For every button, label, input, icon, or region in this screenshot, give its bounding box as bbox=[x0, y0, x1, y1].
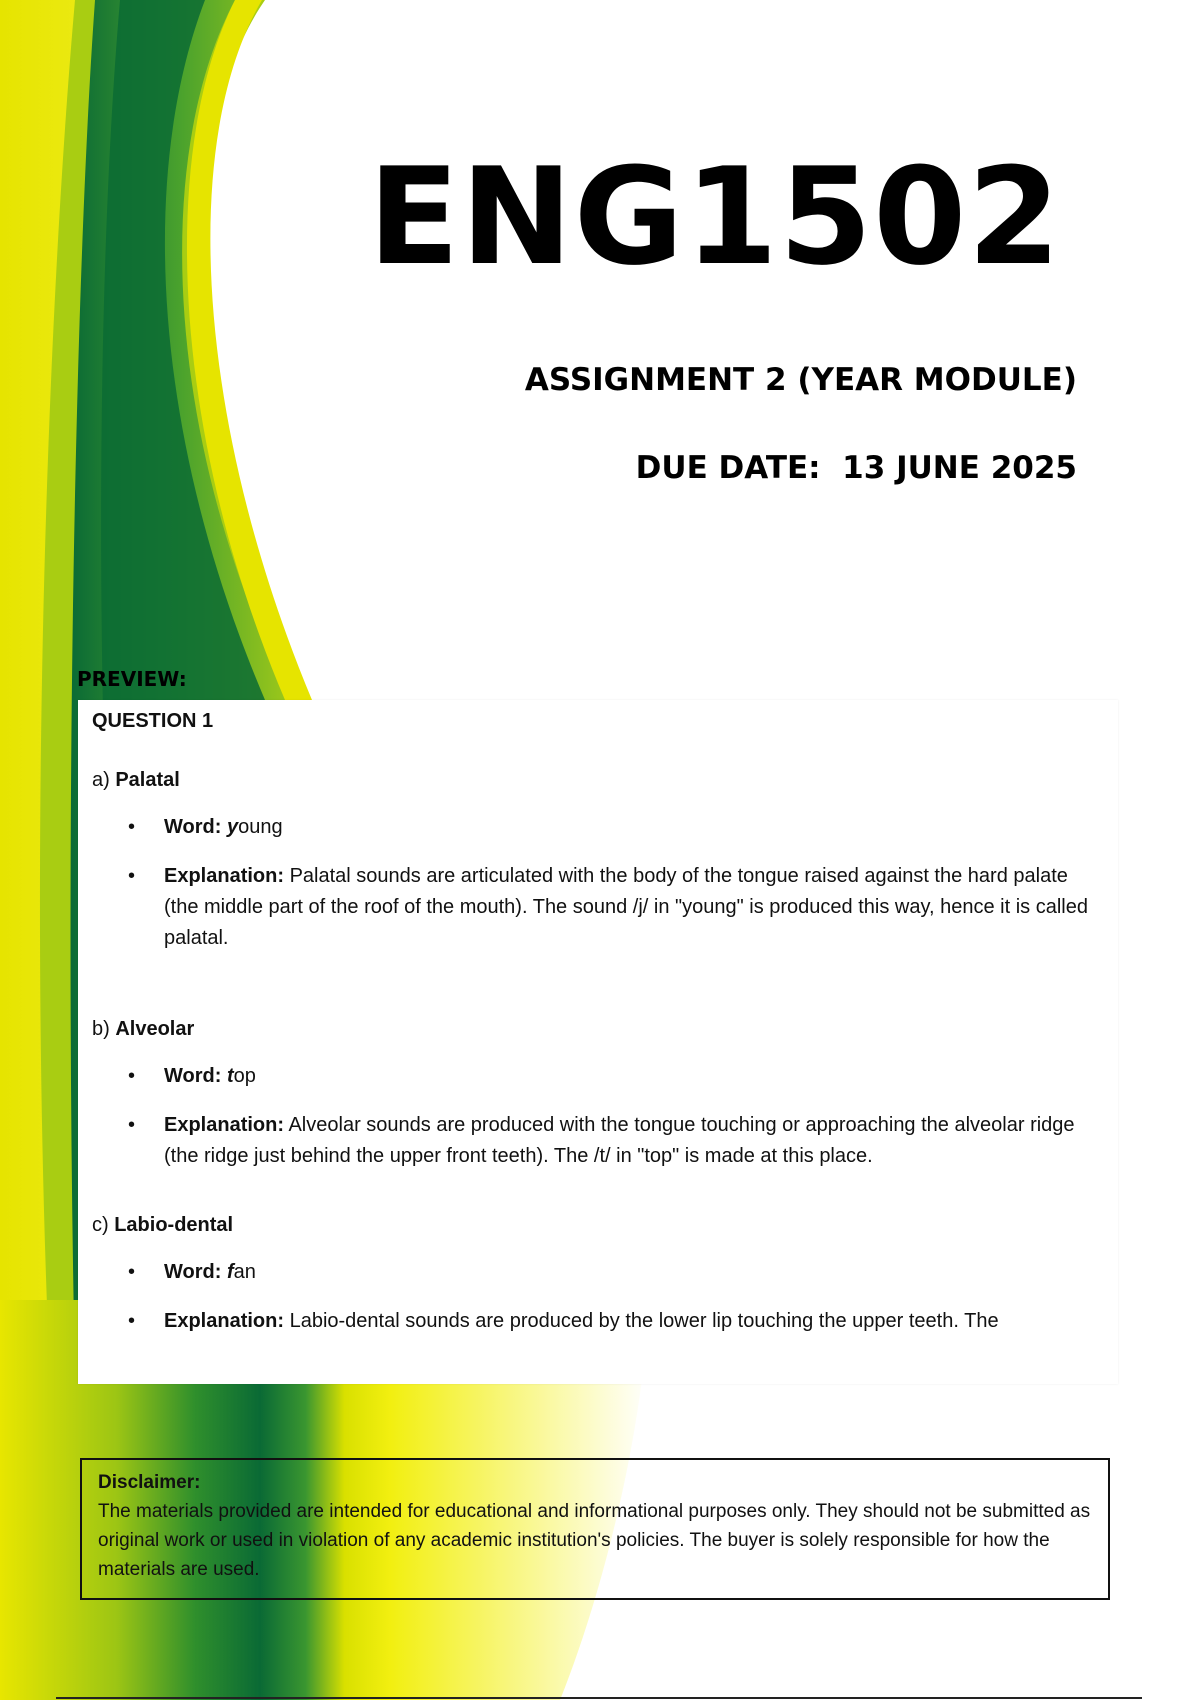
question-heading: QUESTION 1 bbox=[92, 710, 214, 732]
section-heading-labio-dental bbox=[92, 1214, 1104, 1237]
preview-label: PREVIEW: bbox=[77, 667, 187, 691]
explanation-label: Explanation: bbox=[164, 865, 285, 887]
word-letter: t bbox=[226, 1065, 234, 1087]
word-letter: y bbox=[226, 816, 239, 838]
word-item bbox=[164, 1061, 1104, 1092]
explanation-item bbox=[164, 1306, 1104, 1337]
section-heading-palatal bbox=[92, 769, 1104, 792]
section-title: Alveolar bbox=[115, 1018, 195, 1040]
section-title: Palatal bbox=[115, 769, 180, 791]
word-letter: f bbox=[226, 1261, 234, 1283]
disclaimer-title: Disclaimer: bbox=[98, 1472, 201, 1493]
bottom-divider bbox=[56, 1697, 1142, 1699]
word-rest: an bbox=[233, 1261, 256, 1283]
explanation-text: Alveolar sounds are produced with the tongue touching or approaching the alveolar ridge (the ridge just behind the upper front teeth). The /t/ in "top" is made at this place. bbox=[164, 1114, 1075, 1167]
word-label: Word: bbox=[164, 1261, 222, 1283]
alveolar-bullets bbox=[92, 1061, 1104, 1172]
section-prefix: b) bbox=[92, 1018, 116, 1040]
preview-panel bbox=[78, 700, 1118, 1384]
word-label: Word: bbox=[164, 1065, 222, 1087]
word-rest: oung bbox=[238, 816, 283, 838]
explanation-item bbox=[164, 861, 1104, 954]
section-prefix: a) bbox=[92, 769, 116, 791]
word-item bbox=[164, 812, 1104, 843]
disclaimer-text: The materials provided are intended for educational and informational purposes only. They should not be submitted as original work or used in violation of any academic institution's policies. The buyer is solely responsible for how the materials are used. bbox=[98, 1501, 1091, 1580]
word-item bbox=[164, 1257, 1104, 1288]
palatal-bullets bbox=[92, 812, 1104, 954]
section-heading-alveolar bbox=[92, 1018, 1104, 1041]
disclaimer-box bbox=[80, 1458, 1110, 1600]
explanation-label: Explanation: bbox=[164, 1114, 285, 1136]
explanation-label: Explanation: bbox=[164, 1310, 285, 1332]
explanation-item bbox=[164, 1110, 1104, 1172]
explanation-text: Labio-dental sounds are produced by the lower lip touching the upper teeth. The bbox=[284, 1310, 999, 1332]
section-prefix: c) bbox=[92, 1214, 115, 1236]
word-rest: op bbox=[233, 1065, 256, 1087]
labio-dental-bullets bbox=[92, 1257, 1104, 1337]
due-date: DUE DATE: 13 JUNE 2025 bbox=[635, 450, 1077, 486]
section-title: Labio-dental bbox=[114, 1214, 234, 1236]
word-label: Word: bbox=[164, 816, 222, 838]
assignment-title: ASSIGNMENT 2 (YEAR MODULE) bbox=[524, 362, 1077, 398]
course-code-title: ENG1502 bbox=[368, 139, 1062, 295]
explanation-text: Palatal sounds are articulated with the body of the tongue raised against the hard palate (the middle part of the roof of the mouth). The sound /j/ in "young" is produced this way, hence it is called palatal. bbox=[164, 865, 1088, 949]
